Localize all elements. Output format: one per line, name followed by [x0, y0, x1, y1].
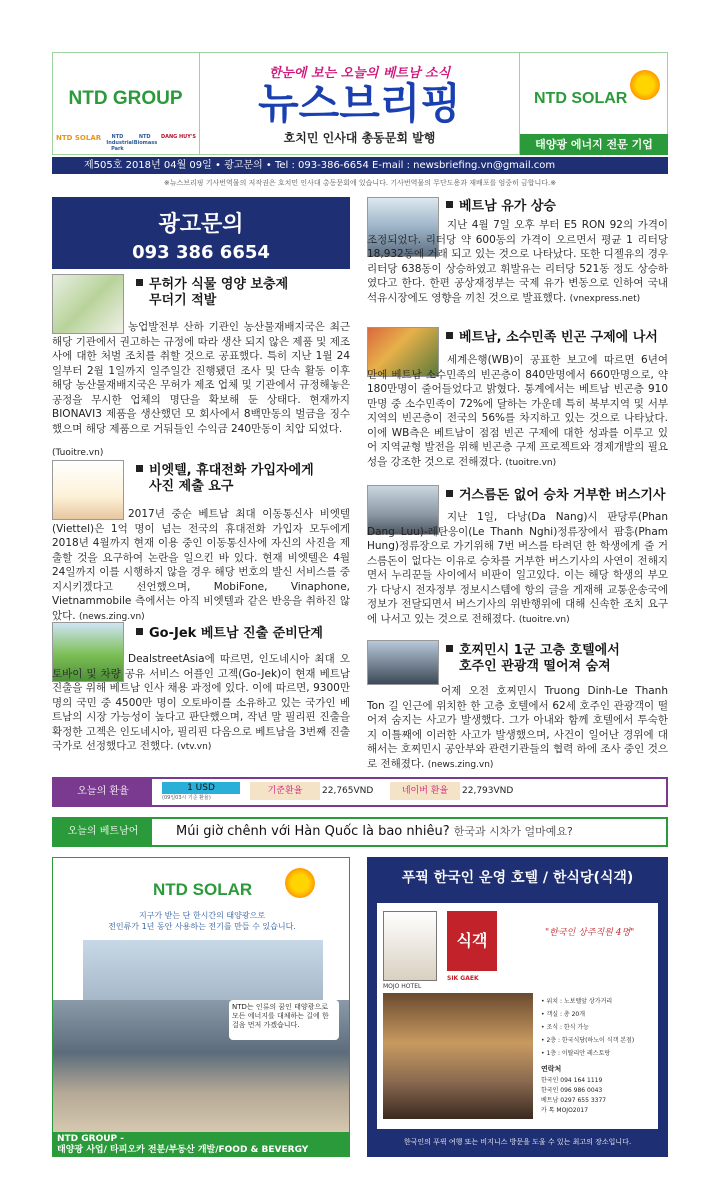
article-image-hotel [367, 640, 439, 685]
ad-left-footer: NTD GROUP - 태양광 사업/ 타피오카 전분/부동산 개발/FOOD & BEVERGY [53, 1132, 350, 1157]
bullet-square-icon [136, 279, 143, 286]
house-image [83, 940, 323, 1000]
exchange-label: 오늘의 환율 [54, 779, 152, 805]
ad-right-title: 푸꿕 한국인 운영 호텔 / 한식당(식객) [401, 870, 634, 886]
masthead [200, 52, 519, 155]
usd-note: (09일03시 기준 환율) [162, 795, 211, 801]
issue-info-bar: 제505호 2018년 04월 09일 • 광고문의 • Tel : 093-386-6654 E-mail : newsbriefing.vn@gmail.com [52, 157, 668, 174]
bullet-square-icon [446, 490, 453, 497]
info-item: • 객실 : 총 20개 [541, 1011, 586, 1018]
bullet-square-icon [446, 645, 453, 652]
contact-item: 베트남 0297 655 3377 [541, 1097, 607, 1104]
ad-inquiry-box[interactable] [52, 197, 350, 269]
vietnamese-label: 오늘의 베트남어 [54, 819, 152, 845]
ad-left-bubble: NTD는 인류의 꿈인 태양광으로 모든 에너지를 대체하는 길에 한 걸음 먼저 가겠습니다. [229, 1000, 339, 1040]
contact-item: 한국인 094 164 1119 [541, 1077, 603, 1084]
bullet-square-icon [136, 465, 143, 472]
left-logo-block [52, 52, 200, 155]
restaurant-photo [383, 993, 533, 1119]
article-body-poverty: 세계은행(WB)이 공표한 보고에 따르면 6년여 만에 베트남 소수민족의 빈곤층이 840만명에서 660만명으로, 약 180만명이 줄어들었다고 밝혔다. 통계에서는 베트남 빈곤층 910만명 중 소수민족이 72%에 달하는 가운데 특히 북부지역 및 서부지역의 빈곤층이 전국의 56%를 차지하고 있는 것으로 나타났다. 이에 WB측은 베트남이 점점 빈곤 구제에 대한 성과를 이루고 있어 지역균형 발전을 위해 빈곤층 구제 프로젝트와 경제개발의 필요성을 강조한 것으로 전해졌다. (tuoitre.vn) [367, 354, 668, 468]
mojo-label: MOJO HOTEL [383, 983, 422, 990]
sub-logo-danghuy: DANG HUY'S [160, 134, 196, 140]
article-body-bus: 지난 1일, 다낭(Da Nang)시 판당루(Phan Dang Luu)-레탄응이(Le Thanh Nghi)정류장에서 팜흥(Pham Hung)정류장으로 가기위해 7번 버스를 타려던 한 학생에게 줄 거스름돈이 없다는 이유로 승차를 거부한 버스기사의 사연이 전해지면서 누리꾼들 사이에서 비판이 일고있다. 이는 해당 학생의 부모가 다낭시 전자정부 정보시스템에 항의 글을 게재해 교통운송국에 정보가 전달되면서 버스기사의 위반행위에 대해 신속한 조치 요구에 나서고 있는 것으로 전해졌다. (tuoitre.vn) [367, 511, 668, 625]
article-title-hotel: 호찌민시 1군 고층 호텔에서 호주인 관광객 떨어져 숨져 [446, 643, 668, 675]
ad-inquiry-phone: 093 386 6654 [132, 242, 270, 263]
vietnamese-phrase: Múi giờ chênh với Hàn Quốc là bao nhiêu? 한국과 시차가 얼마예요? [176, 824, 573, 839]
ad-right-info-list [541, 995, 653, 1116]
ad-left-slogan: 지구가 받는 단 한시간의 태양광으로 전인류가 1년 동안 사용하는 전기를 만들 수 있습니다. [108, 911, 296, 931]
sub-logo-solar: NTD SOLAR [56, 134, 102, 142]
sun-icon [285, 868, 315, 898]
article-body-fuel: 지난 4월 7일 오후 부터 E5 RON 92의 가격이 조정되었다. 리터당 약 600동의 가격이 오르면서 평균 1 리터당 18,932동에 거래 되고 있는 것으로 나타났다. 또한 디젤유의 경우 리터당 638동이 상승하였고 휘발유는 리터당 521동 정도 상승하였다고 한다. 한편 공상재정부는 국제 유가 변동으로 인하여 국내 석유시장에도 영향을 끼친 것으로 발표했다. (vnexpress.net) [367, 219, 668, 304]
right-tagline: 태양광 에너지 전문 기업 [520, 134, 668, 155]
bullet-square-icon [446, 201, 453, 208]
article-title-fuel: 베트남 유가 상승 [446, 199, 668, 215]
article-body-supplements: 농업발전부 산하 기관인 농산물재배지국은 최근 해당 기관에서 권고하는 규정에 따라 생산 되지 않은 제품 및 제조사에 대한 처벌 조치를 취할 것으로 공표했다. 특히 지난 1월 24일부터 2월 1일까지 일주일간 진행됐던 조사 및 단속 활동 이후 해당 농산물재배지국은 무허가 제조 업체 및 기관에서 규정해놓은 공정을 무시한 업체의 명단을 확보해 둔 상태다. 현재까지 BIONAVI3 제품을 생산했던 모 회사에서 8백만동의 벌금을 징수했으며 해당 제품으로 거둬들인 수익금 240만동이 치압 되었다. [52, 321, 350, 435]
sun-icon [630, 70, 660, 100]
bullet-square-icon [446, 332, 453, 339]
article-title-poverty: 베트남, 소수민족 빈곤 구제에 나서 [446, 330, 668, 346]
mojo-logo [383, 911, 437, 981]
phu-quoc-hotel-ad[interactable] [367, 857, 668, 1157]
info-item: • 2층 : 한국식당(하노이 식객 본점) [541, 1037, 635, 1044]
ad-ntd-solar-logo: NTD SOLAR [153, 880, 253, 899]
sub-logo-industrial: NTD Industrial Park [106, 134, 134, 152]
sikgaek-logo: 식객 [447, 911, 497, 971]
sikgaek-label: SIK GAEK [447, 975, 479, 982]
contact-title: 연락처 [541, 1065, 562, 1073]
article-title-viettel: 비엣텔, 휴대전화 가입자에게 사진 제출 요구 [136, 463, 350, 495]
ad-right-footer: 한국인의 푸꿕 여행 또는 비지니스 방문을 도울 수 있는 최고의 장소입니다. [403, 1138, 632, 1146]
base-rate-label: 기준환율 [250, 782, 320, 800]
usd-label: 1 USD [162, 782, 240, 794]
article-title-gojek: Go-Jek 베트남 진출 준비단계 [136, 626, 350, 642]
page-title: 뉴스브리핑 [258, 80, 461, 127]
ad-right-quote: "한국인 상주직원 4명" [545, 928, 635, 938]
bullet-square-icon [136, 628, 143, 635]
ad-right-panel [377, 903, 658, 1129]
vietnamese-phrase-bar [52, 817, 668, 847]
ad-inquiry-title: 광고문의 [158, 212, 244, 237]
contact-item: 카 톡 MOJO2017 [541, 1107, 589, 1114]
ntd-group-logo: NTD GROUP [68, 88, 183, 109]
article-title-supplements: 무허가 식물 영양 보충제 무더기 적발 [136, 277, 350, 309]
article-source-supplements: (Tuoitre.vn) [52, 448, 104, 458]
ntd-solar-ad[interactable] [52, 857, 350, 1157]
article-body-gojek: DealstreetAsia에 따르면, 인도네시아 최대 오토바이 및 차량 공유 서비스 어플인 고젝(Go-Jek)이 현재 베트남 진출을 위해 베트남 인사 채용 과정에 있다. 이에 따르면, 9300만 명의 국민 중 4500만 명이 오토바이를 소유하고 있는 국가인 베트남의 시장 가능성이 높다고 판단했으며, 작년 말 필리핀 진출을 확정한 고젝은 인도네시아, 필리핀 다음으로 베트남을 3번째 진출 국가로 선정했다고 전했다. (vtv.vn) [52, 653, 350, 752]
copyright-notice: ※뉴스브리핑 기사번역물의 저작권은 호치민 인사대 총동문회에 있습니다. 기사번역물의 무단도용과 재배포를 엄중히 금합니다.※ [163, 179, 557, 187]
contact-item: 한국인 096 986 0043 [541, 1087, 603, 1094]
article-title-bus: 거스름돈 없어 승차 거부한 버스기사 [446, 488, 668, 504]
sub-logo-biomass: NTD Biomass [133, 134, 158, 146]
info-item: • 1층 : 이탈리안 레스토랑 [541, 1050, 611, 1057]
article-body-hotel: 어제 오전 호찌민시 Truong Dinh-Le Thanh Ton 길 인근에 위치한 한 고층 호텔에서 62세 호주인 관광객이 떨어져 숨지는 사고가 발생했다. 그가 아내와 함께 호텔에서 투숙한지 이틀째에 이러한 사고가 발생했으며, 사건이 일어난 경위에 대해서는 호찌민시 공안부와 관련기관들의 협력 하에 조사 중인 것으로 전해졌다. (news.zing.vn) [367, 685, 668, 770]
right-logo-block [519, 52, 668, 155]
slogan: 한눈에 보는 오늘의 베트남 소식 [268, 66, 451, 81]
exchange-rate-bar [52, 777, 668, 807]
ntd-solar-logo: NTD SOLAR [534, 90, 628, 107]
info-item: • 위치 : 노보텔앞 상가거리 [541, 998, 613, 1005]
article-body-viettel: 2017년 중순 베트남 최대 이동통신사 비엣텔(Viettel)은 1억 명이 넘는 전국의 휴대전화 가입자 모두에게 2018년 4월까지 현재 이용 중인 이동통신사에 자신의 사진을 제출할 것을 요구하여 논란을 일으킨 바 있다. 현재 비엣텔은 4월 24일까지 이를 시행하지 않을 경우 해당 번호의 발신 서비스를 중지시키겠다고 선언했으며, MobiFone, Vinaphone, Vietnammobile 측에서는 아직 비엣텔과 같은 반응을 취하진 않았다. (news.zing.vn) [52, 508, 350, 622]
naver-rate-label: 네이버 환율 [390, 782, 460, 800]
info-item: • 조식 : 한식 가능 [541, 1024, 589, 1031]
publisher: 호치민 인사대 총동문회 발행 [283, 131, 436, 145]
base-rate-value: 22,765VND [322, 786, 374, 796]
naver-rate-value: 22,793VND [462, 786, 514, 796]
